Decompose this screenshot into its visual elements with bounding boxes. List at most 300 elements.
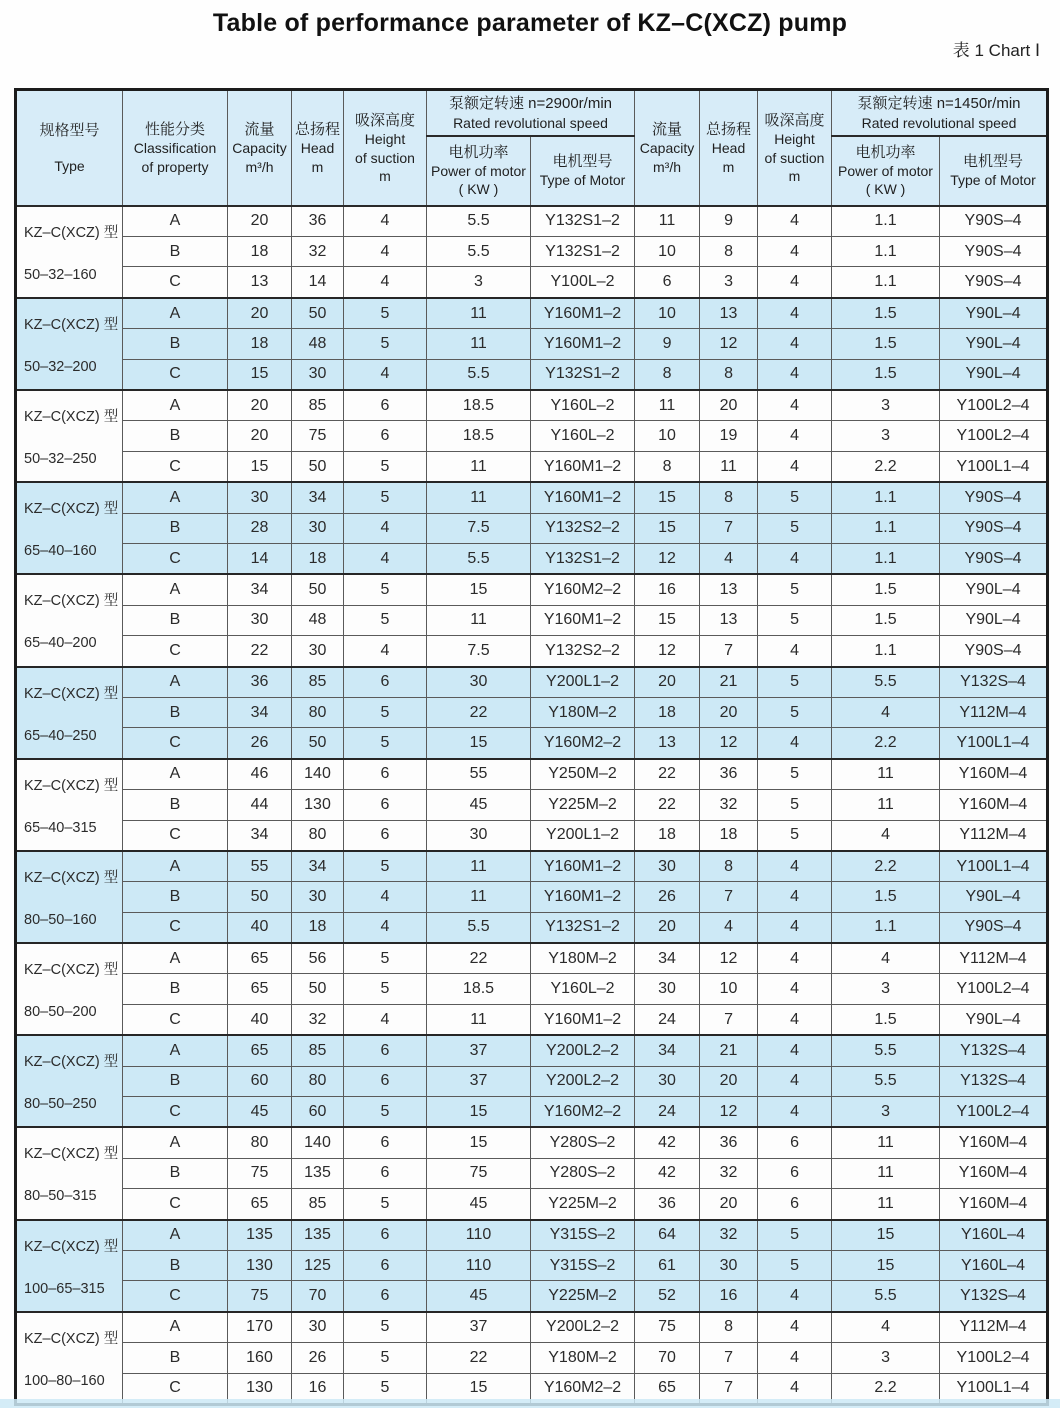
power-1450-cell: 1.1 bbox=[832, 912, 940, 943]
capacity-1450-cell: 16 bbox=[635, 574, 700, 605]
suction-1450-cell: 5 bbox=[758, 482, 832, 513]
power-2900-cell: 11 bbox=[427, 482, 531, 513]
power-2900-cell: 5.5 bbox=[427, 206, 531, 237]
capacity-1450-cell: 18 bbox=[635, 820, 700, 851]
capacity-1450-cell: 12 bbox=[635, 543, 700, 574]
head-2900-cell: 32 bbox=[292, 1004, 344, 1035]
classification-cell: B bbox=[123, 1343, 228, 1373]
motor-1450-cell: Y90S–4 bbox=[940, 206, 1048, 237]
head-1450-cell: 21 bbox=[700, 667, 758, 698]
suction-1450-cell: 4 bbox=[758, 728, 832, 759]
suction-2900-cell: 6 bbox=[344, 759, 427, 790]
table-row bbox=[16, 1343, 1048, 1373]
head-2900-cell: 50 bbox=[292, 728, 344, 759]
power-2900-cell: 15 bbox=[427, 574, 531, 605]
power-1450-cell: 4 bbox=[832, 697, 940, 727]
capacity-2900-cell: 135 bbox=[228, 1220, 292, 1251]
table-row bbox=[16, 267, 1048, 298]
classification-cell: C bbox=[123, 359, 228, 390]
power-1450-cell: 1.5 bbox=[832, 882, 940, 912]
suction-1450-cell: 4 bbox=[758, 298, 832, 329]
motor-2900-cell: Y132S2–2 bbox=[531, 636, 635, 667]
power-1450-cell: 15 bbox=[832, 1250, 940, 1280]
motor-1450-cell: Y112M–4 bbox=[940, 943, 1048, 974]
table-row bbox=[16, 329, 1048, 359]
head-2900-cell: 85 bbox=[292, 390, 344, 421]
pump-series-label: KZ–C(XCZ) 型 bbox=[24, 501, 119, 518]
motor-1450-cell: Y100L1–4 bbox=[940, 1373, 1048, 1404]
capacity-1450-cell: 15 bbox=[635, 605, 700, 635]
power-1450-cell: 2.2 bbox=[832, 1373, 940, 1404]
head-1450-cell: 8 bbox=[700, 1312, 758, 1343]
motor-1450-cell: Y132S–4 bbox=[940, 1281, 1048, 1312]
motor-2900-cell: Y160L–2 bbox=[531, 390, 635, 421]
motor-1450-cell: Y160M–4 bbox=[940, 790, 1048, 820]
suction-1450-cell: 4 bbox=[758, 851, 832, 882]
pump-series-label: KZ–C(XCZ) 型 bbox=[24, 869, 119, 886]
motor-2900-cell: Y225M–2 bbox=[531, 790, 635, 820]
classification-cell: C bbox=[123, 636, 228, 667]
capacity-2900-cell: 36 bbox=[228, 667, 292, 698]
motor-2900-cell: Y160M2–2 bbox=[531, 1097, 635, 1128]
capacity-1450-cell: 30 bbox=[635, 1066, 700, 1096]
chart-number-label: 表 1 Chart Ⅰ bbox=[952, 41, 1040, 60]
motor-2900-cell: Y200L1–2 bbox=[531, 667, 635, 698]
classification-cell: C bbox=[123, 728, 228, 759]
head-2900-cell: 125 bbox=[292, 1250, 344, 1280]
motor-2900-cell: Y315S–2 bbox=[531, 1220, 635, 1251]
classification-cell: B bbox=[123, 882, 228, 912]
head-1450-cell: 36 bbox=[700, 1127, 758, 1158]
head-1450-cell: 32 bbox=[700, 1158, 758, 1188]
power-1450-cell: 2.2 bbox=[832, 451, 940, 482]
suction-2900-cell: 5 bbox=[344, 329, 427, 359]
classification-cell: C bbox=[123, 1373, 228, 1404]
table-row bbox=[16, 206, 1048, 237]
power-2900-cell: 37 bbox=[427, 1312, 531, 1343]
classification-cell: B bbox=[123, 329, 228, 359]
suction-2900-cell: 5 bbox=[344, 482, 427, 513]
power-2900-cell: 15 bbox=[427, 1097, 531, 1128]
suction-1450-cell: 4 bbox=[758, 1312, 832, 1343]
capacity-1450-cell: 34 bbox=[635, 1035, 700, 1066]
suction-1450-cell: 5 bbox=[758, 1220, 832, 1251]
motor-1450-cell: Y100L1–4 bbox=[940, 851, 1048, 882]
power-1450-cell: 11 bbox=[832, 1158, 940, 1188]
capacity-2900-cell: 14 bbox=[228, 543, 292, 574]
power-2900-cell: 30 bbox=[427, 820, 531, 851]
capacity-2900-cell: 45 bbox=[228, 1097, 292, 1128]
col-header-head-1450: 总扬程 Head m bbox=[700, 90, 758, 206]
capacity-1450-cell: 52 bbox=[635, 1281, 700, 1312]
pump-model-cell bbox=[16, 1035, 123, 1127]
table-row bbox=[16, 912, 1048, 943]
head-2900-cell: 140 bbox=[292, 759, 344, 790]
classification-cell: C bbox=[123, 451, 228, 482]
capacity-1450-cell: 22 bbox=[635, 790, 700, 820]
head-2900-cell: 85 bbox=[292, 1189, 344, 1220]
motor-1450-cell: Y100L2–4 bbox=[940, 421, 1048, 451]
suction-2900-cell: 5 bbox=[344, 451, 427, 482]
table-row bbox=[16, 1035, 1048, 1066]
classification-cell: B bbox=[123, 1066, 228, 1096]
suction-1450-cell: 4 bbox=[758, 451, 832, 482]
classification-cell: C bbox=[123, 1097, 228, 1128]
classification-cell: C bbox=[123, 1004, 228, 1035]
suction-1450-cell: 4 bbox=[758, 359, 832, 390]
head-2900-cell: 60 bbox=[292, 1097, 344, 1128]
head-1450-cell: 7 bbox=[700, 513, 758, 543]
capacity-1450-cell: 61 bbox=[635, 1250, 700, 1280]
suction-2900-cell: 4 bbox=[344, 237, 427, 267]
power-2900-cell: 22 bbox=[427, 943, 531, 974]
motor-2900-cell: Y315S–2 bbox=[531, 1250, 635, 1280]
head-2900-cell: 30 bbox=[292, 513, 344, 543]
table-row bbox=[16, 1004, 1048, 1035]
suction-2900-cell: 5 bbox=[344, 298, 427, 329]
pump-series-label: KZ–C(XCZ) 型 bbox=[24, 777, 119, 794]
classification-cell: B bbox=[123, 513, 228, 543]
head-1450-cell: 10 bbox=[700, 974, 758, 1004]
motor-2900-cell: Y160L–2 bbox=[531, 974, 635, 1004]
capacity-1450-cell: 75 bbox=[635, 1312, 700, 1343]
suction-1450-cell: 6 bbox=[758, 1189, 832, 1220]
motor-2900-cell: Y180M–2 bbox=[531, 943, 635, 974]
motor-2900-cell: Y180M–2 bbox=[531, 697, 635, 727]
suction-1450-cell: 4 bbox=[758, 943, 832, 974]
table-row bbox=[16, 820, 1048, 851]
head-1450-cell: 7 bbox=[700, 882, 758, 912]
power-1450-cell: 1.1 bbox=[832, 206, 940, 237]
motor-1450-cell: Y132S–4 bbox=[940, 1035, 1048, 1066]
pump-series-label: KZ–C(XCZ) 型 bbox=[24, 1146, 119, 1163]
motor-1450-cell: Y90L–4 bbox=[940, 605, 1048, 635]
motor-2900-cell: Y160M1–2 bbox=[531, 605, 635, 635]
suction-2900-cell: 4 bbox=[344, 882, 427, 912]
power-2900-cell: 18.5 bbox=[427, 390, 531, 421]
suction-2900-cell: 4 bbox=[344, 267, 427, 298]
motor-1450-cell: Y90S–4 bbox=[940, 513, 1048, 543]
capacity-2900-cell: 40 bbox=[228, 912, 292, 943]
motor-1450-cell: Y160M–4 bbox=[940, 1189, 1048, 1220]
suction-2900-cell: 5 bbox=[344, 697, 427, 727]
head-1450-cell: 7 bbox=[700, 636, 758, 667]
capacity-1450-cell: 65 bbox=[635, 1373, 700, 1404]
suction-1450-cell: 4 bbox=[758, 543, 832, 574]
table-row bbox=[16, 298, 1048, 329]
power-2900-cell: 37 bbox=[427, 1035, 531, 1066]
motor-1450-cell: Y100L2–4 bbox=[940, 974, 1048, 1004]
motor-1450-cell: Y90L–4 bbox=[940, 298, 1048, 329]
power-1450-cell: 3 bbox=[832, 421, 940, 451]
motor-2900-cell: Y200L2–2 bbox=[531, 1035, 635, 1066]
capacity-1450-cell: 24 bbox=[635, 1004, 700, 1035]
table-row bbox=[16, 728, 1048, 759]
power-2900-cell: 5.5 bbox=[427, 912, 531, 943]
capacity-1450-cell: 10 bbox=[635, 237, 700, 267]
classification-cell: A bbox=[123, 1312, 228, 1343]
power-1450-cell: 11 bbox=[832, 1127, 940, 1158]
capacity-1450-cell: 70 bbox=[635, 1343, 700, 1373]
suction-2900-cell: 5 bbox=[344, 728, 427, 759]
motor-1450-cell: Y100L2–4 bbox=[940, 1097, 1048, 1128]
motor-2900-cell: Y250M–2 bbox=[531, 759, 635, 790]
suction-1450-cell: 4 bbox=[758, 1343, 832, 1373]
head-2900-cell: 18 bbox=[292, 543, 344, 574]
power-2900-cell: 45 bbox=[427, 790, 531, 820]
suction-1450-cell: 4 bbox=[758, 1035, 832, 1066]
head-2900-cell: 36 bbox=[292, 206, 344, 237]
table-row bbox=[16, 451, 1048, 482]
table-row bbox=[16, 421, 1048, 451]
col-header-power-1450: 电机功率 Power of motor ( KW ) bbox=[832, 136, 940, 206]
motor-2900-cell: Y160M1–2 bbox=[531, 882, 635, 912]
classification-cell: B bbox=[123, 1250, 228, 1280]
power-1450-cell: 1.1 bbox=[832, 482, 940, 513]
motor-1450-cell: Y132S–4 bbox=[940, 1066, 1048, 1096]
power-1450-cell: 1.5 bbox=[832, 1004, 940, 1035]
motor-2900-cell: Y160M2–2 bbox=[531, 1373, 635, 1404]
suction-1450-cell: 4 bbox=[758, 974, 832, 1004]
suction-1450-cell: 5 bbox=[758, 790, 832, 820]
suction-1450-cell: 5 bbox=[758, 667, 832, 698]
suction-2900-cell: 6 bbox=[344, 667, 427, 698]
table-row bbox=[16, 237, 1048, 267]
table-row bbox=[16, 759, 1048, 790]
table-row bbox=[16, 851, 1048, 882]
pump-series-label: KZ–C(XCZ) 型 bbox=[24, 224, 119, 241]
pump-model-cell bbox=[16, 574, 123, 666]
suction-2900-cell: 6 bbox=[344, 790, 427, 820]
pump-size-label: 65–40–315 bbox=[24, 819, 97, 836]
col-header-capacity-2900: 流量 Capacity m³/h bbox=[228, 90, 292, 206]
suction-2900-cell: 6 bbox=[344, 1066, 427, 1096]
classification-cell: B bbox=[123, 237, 228, 267]
table-header bbox=[16, 90, 1048, 206]
head-1450-cell: 8 bbox=[700, 851, 758, 882]
table-row bbox=[16, 1220, 1048, 1251]
head-1450-cell: 8 bbox=[700, 237, 758, 267]
head-2900-cell: 50 bbox=[292, 574, 344, 605]
head-2900-cell: 135 bbox=[292, 1220, 344, 1251]
suction-2900-cell: 5 bbox=[344, 974, 427, 1004]
power-2900-cell: 45 bbox=[427, 1189, 531, 1220]
capacity-2900-cell: 65 bbox=[228, 974, 292, 1004]
capacity-2900-cell: 55 bbox=[228, 851, 292, 882]
suction-1450-cell: 6 bbox=[758, 1127, 832, 1158]
power-1450-cell: 4 bbox=[832, 820, 940, 851]
capacity-1450-cell: 30 bbox=[635, 974, 700, 1004]
capacity-2900-cell: 30 bbox=[228, 482, 292, 513]
suction-1450-cell: 4 bbox=[758, 206, 832, 237]
motor-2900-cell: Y160M1–2 bbox=[531, 298, 635, 329]
suction-2900-cell: 6 bbox=[344, 1220, 427, 1251]
motor-2900-cell: Y132S1–2 bbox=[531, 912, 635, 943]
suction-2900-cell: 4 bbox=[344, 206, 427, 237]
power-1450-cell: 3 bbox=[832, 390, 940, 421]
suction-2900-cell: 5 bbox=[344, 1312, 427, 1343]
power-2900-cell: 15 bbox=[427, 1127, 531, 1158]
motor-2900-cell: Y160M1–2 bbox=[531, 1004, 635, 1035]
suction-1450-cell: 6 bbox=[758, 1158, 832, 1188]
head-1450-cell: 12 bbox=[700, 728, 758, 759]
power-1450-cell: 5.5 bbox=[832, 667, 940, 698]
capacity-1450-cell: 34 bbox=[635, 943, 700, 974]
motor-2900-cell: Y160L–2 bbox=[531, 421, 635, 451]
suction-2900-cell: 4 bbox=[344, 359, 427, 390]
table-row bbox=[16, 1312, 1048, 1343]
power-2900-cell: 11 bbox=[427, 851, 531, 882]
classification-cell: C bbox=[123, 267, 228, 298]
pump-model-cell bbox=[16, 667, 123, 759]
head-1450-cell: 32 bbox=[700, 1220, 758, 1251]
head-2900-cell: 34 bbox=[292, 482, 344, 513]
capacity-1450-cell: 24 bbox=[635, 1097, 700, 1128]
capacity-1450-cell: 30 bbox=[635, 851, 700, 882]
suction-1450-cell: 5 bbox=[758, 605, 832, 635]
col-header-motor-2900: 电机型号 Type of Motor bbox=[531, 136, 635, 206]
head-2900-cell: 50 bbox=[292, 451, 344, 482]
suction-2900-cell: 4 bbox=[344, 513, 427, 543]
power-2900-cell: 45 bbox=[427, 1281, 531, 1312]
motor-1450-cell: Y100L1–4 bbox=[940, 728, 1048, 759]
pump-series-label: KZ–C(XCZ) 型 bbox=[24, 1330, 119, 1347]
head-2900-cell: 18 bbox=[292, 912, 344, 943]
motor-2900-cell: Y280S–2 bbox=[531, 1158, 635, 1188]
capacity-1450-cell: 26 bbox=[635, 882, 700, 912]
capacity-2900-cell: 13 bbox=[228, 267, 292, 298]
motor-2900-cell: Y160M2–2 bbox=[531, 728, 635, 759]
head-1450-cell: 20 bbox=[700, 1066, 758, 1096]
suction-2900-cell: 5 bbox=[344, 605, 427, 635]
classification-cell: A bbox=[123, 482, 228, 513]
motor-1450-cell: Y160M–4 bbox=[940, 1127, 1048, 1158]
pump-model-cell bbox=[16, 482, 123, 574]
motor-1450-cell: Y112M–4 bbox=[940, 1312, 1048, 1343]
col-header-speed-2900: 泵额定转速 n=2900r/min Rated revolutional speed bbox=[427, 90, 635, 136]
capacity-2900-cell: 26 bbox=[228, 728, 292, 759]
head-2900-cell: 135 bbox=[292, 1158, 344, 1188]
motor-2900-cell: Y200L1–2 bbox=[531, 820, 635, 851]
capacity-1450-cell: 36 bbox=[635, 1189, 700, 1220]
capacity-1450-cell: 6 bbox=[635, 267, 700, 298]
power-2900-cell: 3 bbox=[427, 267, 531, 298]
power-2900-cell: 55 bbox=[427, 759, 531, 790]
table-row bbox=[16, 636, 1048, 667]
motor-1450-cell: Y132S–4 bbox=[940, 667, 1048, 698]
head-2900-cell: 80 bbox=[292, 820, 344, 851]
suction-1450-cell: 4 bbox=[758, 636, 832, 667]
head-1450-cell: 3 bbox=[700, 267, 758, 298]
pump-series-label: KZ–C(XCZ) 型 bbox=[24, 316, 119, 333]
capacity-1450-cell: 15 bbox=[635, 513, 700, 543]
head-2900-cell: 48 bbox=[292, 605, 344, 635]
head-1450-cell: 13 bbox=[700, 298, 758, 329]
pump-model-cell bbox=[16, 851, 123, 943]
classification-cell: C bbox=[123, 912, 228, 943]
power-2900-cell: 18.5 bbox=[427, 421, 531, 451]
suction-1450-cell: 4 bbox=[758, 882, 832, 912]
power-2900-cell: 5.5 bbox=[427, 237, 531, 267]
head-1450-cell: 12 bbox=[700, 943, 758, 974]
suction-1450-cell: 4 bbox=[758, 1066, 832, 1096]
power-2900-cell: 11 bbox=[427, 882, 531, 912]
power-2900-cell: 30 bbox=[427, 667, 531, 698]
pump-model-cell bbox=[16, 390, 123, 482]
col-header-motor-1450: 电机型号 Type of Motor bbox=[940, 136, 1048, 206]
head-1450-cell: 16 bbox=[700, 1281, 758, 1312]
motor-1450-cell: Y112M–4 bbox=[940, 820, 1048, 851]
head-1450-cell: 36 bbox=[700, 759, 758, 790]
col-header-classification: 性能分类 Classification of property bbox=[123, 90, 228, 206]
head-1450-cell: 7 bbox=[700, 1004, 758, 1035]
suction-2900-cell: 4 bbox=[344, 543, 427, 574]
head-1450-cell: 13 bbox=[700, 574, 758, 605]
capacity-2900-cell: 46 bbox=[228, 759, 292, 790]
capacity-2900-cell: 28 bbox=[228, 513, 292, 543]
head-2900-cell: 14 bbox=[292, 267, 344, 298]
table-row bbox=[16, 390, 1048, 421]
suction-1450-cell: 4 bbox=[758, 421, 832, 451]
table-row bbox=[16, 1127, 1048, 1158]
head-2900-cell: 70 bbox=[292, 1281, 344, 1312]
pump-size-label: 80–50–160 bbox=[24, 911, 97, 928]
motor-2900-cell: Y132S1–2 bbox=[531, 543, 635, 574]
col-header-suction-2900: 吸深高度 Height of suction m bbox=[344, 90, 427, 206]
head-2900-cell: 26 bbox=[292, 1343, 344, 1373]
head-1450-cell: 30 bbox=[700, 1250, 758, 1280]
power-2900-cell: 15 bbox=[427, 728, 531, 759]
classification-cell: B bbox=[123, 605, 228, 635]
capacity-1450-cell: 64 bbox=[635, 1220, 700, 1251]
suction-1450-cell: 4 bbox=[758, 1004, 832, 1035]
pump-series-label: KZ–C(XCZ) 型 bbox=[24, 593, 119, 610]
pump-model-cell bbox=[16, 1312, 123, 1405]
classification-cell: A bbox=[123, 298, 228, 329]
head-2900-cell: 50 bbox=[292, 298, 344, 329]
table-row bbox=[16, 1250, 1048, 1280]
pump-series-label: KZ–C(XCZ) 型 bbox=[24, 409, 119, 426]
motor-1450-cell: Y160M–4 bbox=[940, 759, 1048, 790]
col-header-power-2900: 电机功率 Power of motor ( KW ) bbox=[427, 136, 531, 206]
power-2900-cell: 110 bbox=[427, 1220, 531, 1251]
power-1450-cell: 2.2 bbox=[832, 851, 940, 882]
head-1450-cell: 4 bbox=[700, 543, 758, 574]
head-1450-cell: 20 bbox=[700, 390, 758, 421]
capacity-1450-cell: 11 bbox=[635, 390, 700, 421]
head-1450-cell: 4 bbox=[700, 912, 758, 943]
head-2900-cell: 130 bbox=[292, 790, 344, 820]
power-2900-cell: 11 bbox=[427, 605, 531, 635]
table-row bbox=[16, 1189, 1048, 1220]
capacity-2900-cell: 34 bbox=[228, 574, 292, 605]
suction-2900-cell: 6 bbox=[344, 1281, 427, 1312]
capacity-2900-cell: 20 bbox=[228, 421, 292, 451]
suction-2900-cell: 5 bbox=[344, 851, 427, 882]
capacity-2900-cell: 15 bbox=[228, 359, 292, 390]
capacity-1450-cell: 9 bbox=[635, 329, 700, 359]
capacity-1450-cell: 18 bbox=[635, 697, 700, 727]
capacity-2900-cell: 50 bbox=[228, 882, 292, 912]
suction-2900-cell: 6 bbox=[344, 390, 427, 421]
motor-2900-cell: Y280S–2 bbox=[531, 1127, 635, 1158]
suction-2900-cell: 4 bbox=[344, 636, 427, 667]
pump-series-label: KZ–C(XCZ) 型 bbox=[24, 685, 119, 702]
suction-1450-cell: 5 bbox=[758, 697, 832, 727]
col-header-suction-1450: 吸深高度 Height of suction m bbox=[758, 90, 832, 206]
head-1450-cell: 32 bbox=[700, 790, 758, 820]
head-1450-cell: 13 bbox=[700, 605, 758, 635]
